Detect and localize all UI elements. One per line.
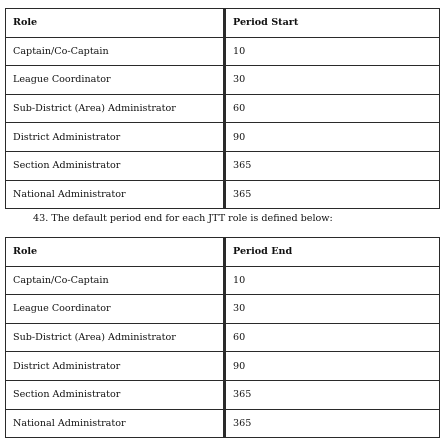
period-start-cell: 365 [225,151,440,180]
table-row [6,323,440,352]
table-row [6,352,440,381]
period-start-table [5,8,440,209]
period-start-cell: 10 [225,37,440,66]
period-start-cell: 60 [225,94,440,123]
header-role: Role [6,9,225,38]
role-cell: District Administrator [6,123,225,152]
period-end-cell: 90 [225,352,440,381]
period-end-table [5,237,440,438]
role-cell: Section Administrator [6,151,225,180]
role-cell: League Coordinator [6,66,225,95]
period-start-cell: 90 [225,123,440,152]
table-row [6,380,440,409]
role-cell: National Administrator [6,409,225,438]
period-end-cell: 60 [225,323,440,352]
table-header-row [6,9,440,38]
period-end-cell: 30 [225,295,440,324]
role-cell: National Administrator [6,180,225,209]
table-row [6,94,440,123]
table-row [6,37,440,66]
role-cell: District Administrator [6,352,225,381]
header-period-start: Period Start [225,9,440,38]
period-end-note: 43. The default period end for each JTT role is defined below: [33,213,333,224]
table-row [6,295,440,324]
header-role: Role [6,238,225,267]
role-cell: League Coordinator [6,295,225,324]
period-end-cell: 10 [225,266,440,295]
period-start-cell: 30 [225,66,440,95]
table-row [6,123,440,152]
table-row [6,266,440,295]
role-cell: Captain/Co-Captain [6,37,225,66]
period-start-cell: 365 [225,180,440,209]
header-period-end: Period End [225,238,440,267]
table-row [6,409,440,438]
table-row [6,180,440,209]
role-cell: Sub-District (Area) Administrator [6,94,225,123]
table-header-row [6,238,440,267]
role-cell: Captain/Co-Captain [6,266,225,295]
period-end-cell: 365 [225,380,440,409]
role-cell: Sub-District (Area) Administrator [6,323,225,352]
role-cell: Section Administrator [6,380,225,409]
period-end-cell: 365 [225,409,440,438]
table-row [6,66,440,95]
table-row [6,151,440,180]
